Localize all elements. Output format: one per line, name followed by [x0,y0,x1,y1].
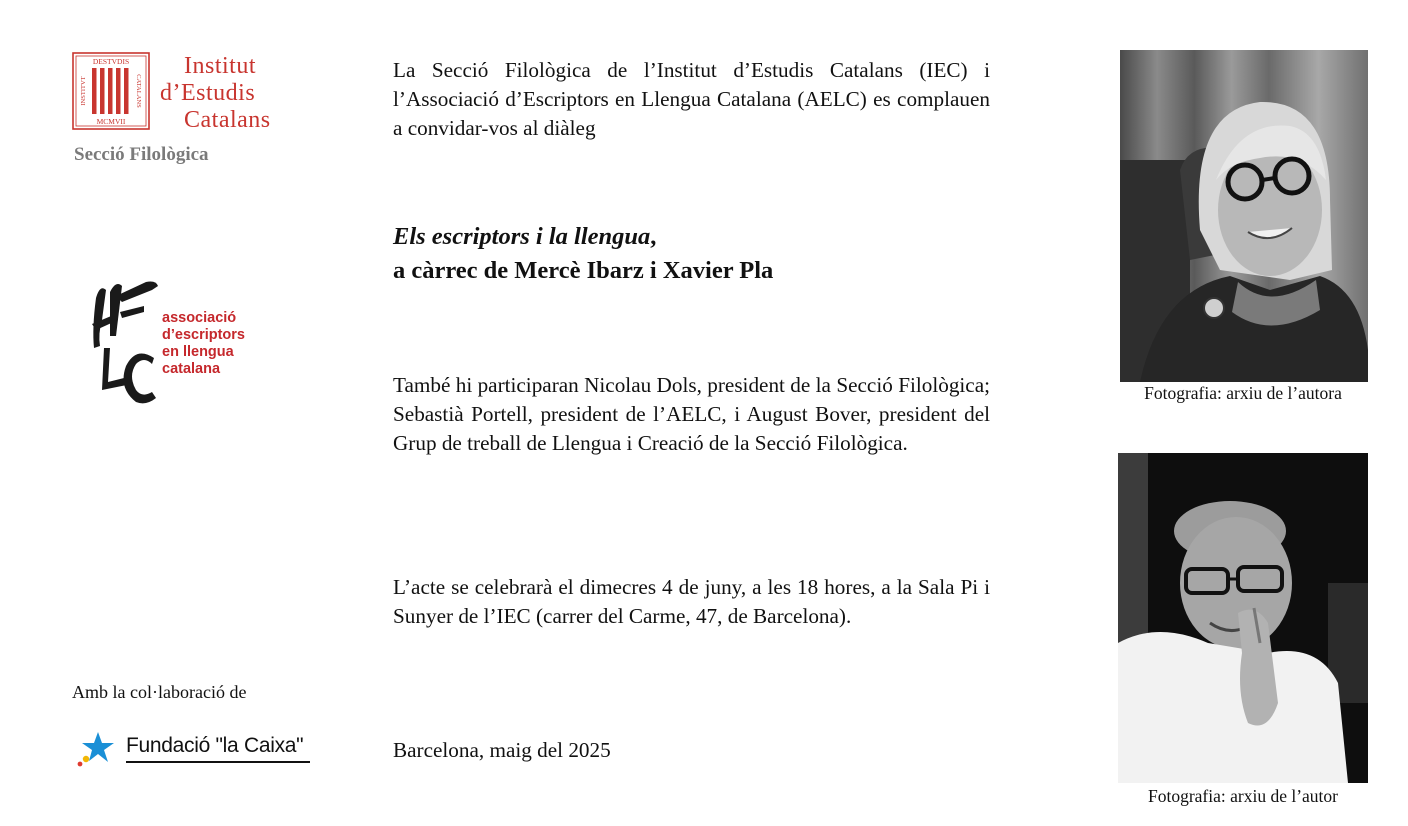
aelc-text-line: catalana [162,361,221,377]
la-caixa-underline [126,761,310,763]
intro-paragraph: La Secció Filològica de l’Institut d’Estudis Catalans (IEC) i l’Associació d’Escriptors en Llengua Catalana (AELC) es complauen a convidar-vos al diàleg [393,58,990,140]
talk-title-comma: , [650,223,657,250]
iec-subtitle: Secció Filològica [74,144,209,165]
iec-word-estudis: d’Estudis [160,80,256,106]
la-caixa-star-icon [74,728,120,768]
svg-text:CATALANS: CATALANS [135,74,142,108]
iec-logo [72,52,312,170]
photo-caption-2: Fotografia: arxiu de l’autor [1147,786,1338,806]
photo-caption-1: Fotografia: arxiu de l’autora [1144,383,1342,403]
svg-text:MCMVII: MCMVII [96,117,126,126]
svg-text:DESTVDIS: DESTVDIS [92,57,130,66]
aelc-brush-mark-icon [86,276,162,408]
author-photo-woman [1120,50,1368,382]
portrait-image [1120,50,1368,382]
aelc-text-line: associació [162,310,237,326]
talk-heading [393,220,990,288]
talk-speakers: a càrrec de Mercè Ibarz i Xavier Pla [393,257,774,284]
aelc-text-line: d’escriptors [162,327,245,343]
collaboration-label: Amb la col·laboració de [72,682,247,702]
author-photo-man [1118,453,1368,783]
iec-seal-icon [72,52,150,130]
signoff: Barcelona, maig del 2025 [393,738,611,762]
svg-text:INSTITVT: INSTITVT [80,76,87,106]
aelc-logo [86,276,276,410]
fundacio-la-caixa-logo [74,728,314,768]
talk-title: Els escriptors i la llengua [393,223,651,250]
participants-paragraph: També hi participaran Nicolau Dols, president de la Secció Filològica; Sebastià Portell, president de l’AELC, i August Bover, president del Grup de treball de Llengua i Creació de la Secció Filològica. [393,373,990,455]
aelc-text-line: en llengua [162,344,234,360]
la-caixa-wordmark: Fundació "la Caixa" [126,734,304,757]
portrait-image [1118,453,1368,783]
iec-word-institut: Institut [184,53,257,79]
event-details-paragraph: L’acte se celebrarà el dimecres 4 de juny, a les 18 hores, a la Sala Pi i Sunyer de l’IEC (carrer del Carme, 47, de Barcelona). [393,575,990,628]
iec-word-catalans: Catalans [184,107,271,133]
